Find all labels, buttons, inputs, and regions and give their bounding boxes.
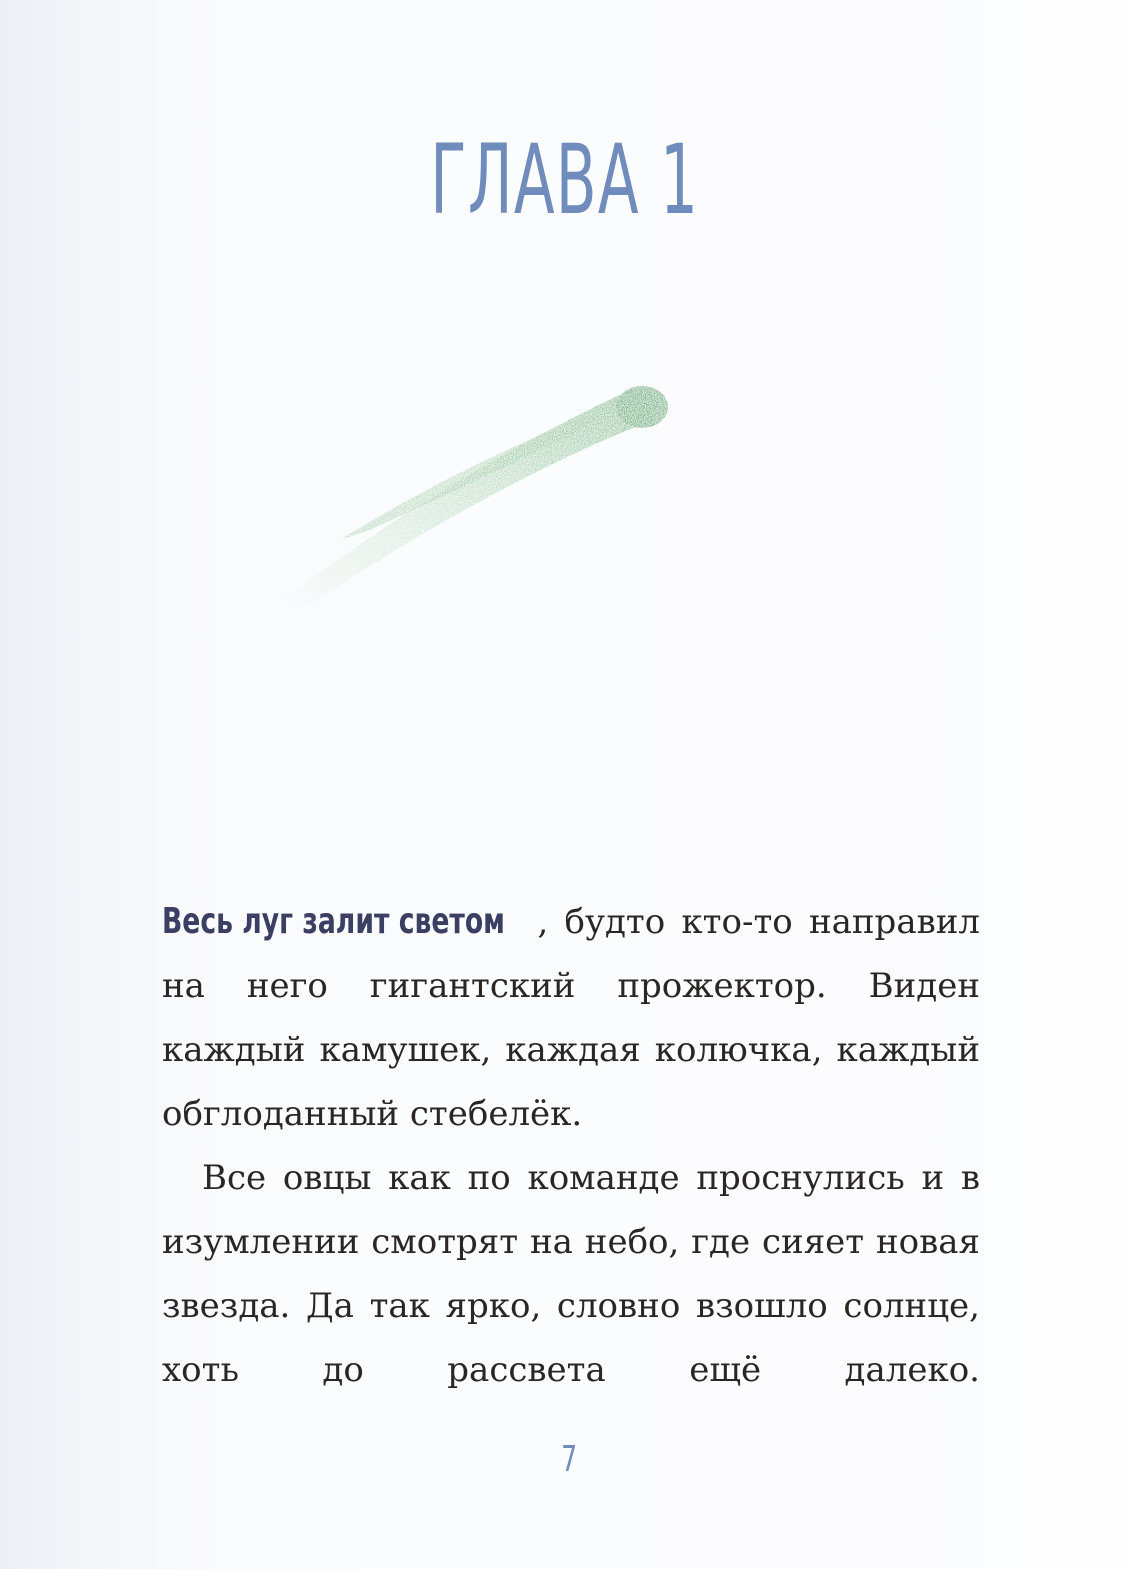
- paragraph-1: [162, 890, 980, 1146]
- paragraph-2: Все овцы как по команде проснулись и в изумлении смотрят на небо, где сияет новая звезда. Да так ярко, словно взошло солнце, хоть до рассвета ещё далеко.: [162, 1158, 980, 1390]
- chapter-title: ГЛАВА 1: [430, 124, 700, 236]
- paragraph-1-text: , будто кто-то направил на него гигантский прожектор. Виден каждый камушек, каждая колючка, каждый обглоданный стебелёк.: [162, 902, 980, 1134]
- page-number: 7: [561, 1439, 578, 1480]
- lead-in-phrase: Весь луг залит светом: [162, 901, 505, 942]
- comet-icon: [250, 370, 690, 630]
- chapter-text: [162, 890, 980, 1402]
